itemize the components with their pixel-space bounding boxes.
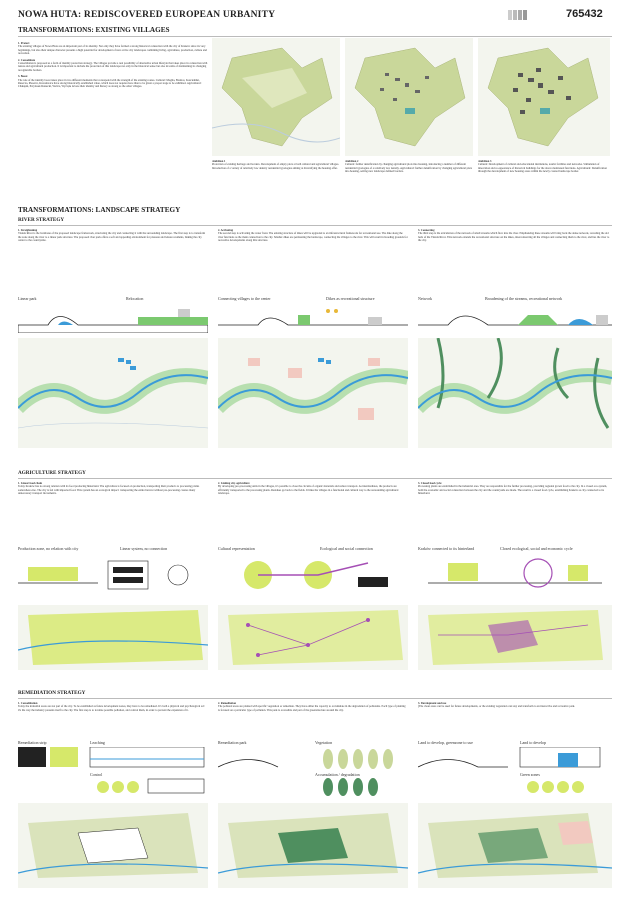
- village-map-2: [345, 38, 473, 156]
- river-label-connecting: Connecting villages to the center: [218, 296, 271, 301]
- remed-label-leaching: Leaching: [90, 740, 105, 745]
- remed-label-control: Control: [90, 772, 103, 777]
- landscape-title: TRANSFORMATIONS: LANDSCAPE STRATEGY: [18, 206, 181, 214]
- river-map-2: [218, 338, 408, 448]
- boost-text: The role of the identity boost takes place in two different moments that correspond with the strength of the existing routes. Cultural: Mogiła, Branice, Kościelniki, Ruszcza, Pleszów, Krzesławice have strong historically established value, which does not require more than to be given a proper stage to be exhibited. Agricultural: Chałupki, Przylasek Rusiecki, Wolica, Wyciąże devote their identity and history as strong as the other villages.: [18, 78, 202, 89]
- ambition-3-head: Ambition 3: [478, 160, 492, 163]
- river-col3-head: 3. Connecting: [418, 229, 435, 232]
- river-label-dikes: Dikes as recreational structure: [326, 296, 375, 301]
- remed-col1-text: Today the industrial areas are not part of the city. To be established as future development zones, they have to be remediated. It's both a physical and psychological act: it's the way the industry presents itself to the city. The first step is to localize possible pollution, and control them, in order to prevent the expansion of it.: [18, 705, 205, 712]
- agri-label-production: Production zone, no relation with city: [18, 546, 79, 551]
- remed-label-park: Remediation park: [218, 740, 247, 745]
- remed-col2-text: The polluted areas are planted with specific vegetation or remediate. They have either the capacity to accumulate in the degradation of pollutants. Each type of planting is focused on a particular type of pollution. This park is accessible and part of the greenstructure around the city.: [218, 705, 406, 712]
- remed-icons-2: [218, 747, 408, 799]
- river-map-3: [418, 338, 612, 448]
- agri-col2-head: 2. Linking city-agriculture: [218, 482, 250, 485]
- remed-col1-head: 1. Consolidation: [18, 702, 38, 705]
- consolidate-head: 2. Consolidate: [18, 58, 35, 62]
- remed-icons-1: [18, 747, 208, 799]
- agri-col2-text: By developing pre-processing units in the villages, it's possible to close the circuits of organic materials and reduce transport. As intermediates, the products are efficiently transported to the processing plants. Residues go back to the fields. It links the villages in a functional and cultural way to the surrounding agricultural landscape.: [218, 485, 399, 496]
- river-label-relocation: Relocation: [126, 296, 144, 301]
- entry-number: 765432: [566, 8, 603, 20]
- logo-mark: [508, 8, 534, 22]
- agri-label-closed: Closed ecological, social and economic cycle: [500, 546, 573, 551]
- agri-diagram-1: [18, 553, 208, 601]
- remed-label-strip: Remediation strip: [18, 740, 47, 745]
- agri-map-1: [18, 605, 208, 670]
- river-label-network: Network: [418, 296, 432, 301]
- agri-map-2: [218, 605, 408, 670]
- protect-text: The existing villages of Nowa Huta are an important part of its identity. Not only they have formed a strong historical connection with the city of Kraków since its very beginnings, but also their unique character presents a high potential for development of new active city landscapes combining living, agriculture, production, culture and recreation.: [18, 45, 207, 56]
- village-map-1: [212, 38, 340, 156]
- river-label-linear-park: Linear park: [18, 296, 37, 301]
- boost-head: 3. Boost: [18, 75, 28, 79]
- agri-col1-head: 1. Linear food chain: [18, 482, 43, 485]
- river-title: RIVER STRATEGY: [18, 217, 65, 223]
- river-label-broadening: Broadening of the streams, recreational network: [485, 296, 563, 301]
- villages-title: TRANSFORMATIONS: EXISTING VILLAGES: [18, 26, 170, 34]
- river-col1-head: 1. Straightening: [18, 229, 38, 232]
- protect-head: 1. Protect: [18, 42, 30, 45]
- ambition-1-text: Protection of existing heritage and borders. Development of empty plots at both cultural and agricultural villages. Introduction of a variety of relatively low density residential typologies aiming at diversifying the housing offer.: [212, 163, 339, 170]
- agri-label-krakow: Kraków connected to its hinterland: [418, 546, 475, 551]
- ambition-2-head: Ambition 2: [345, 160, 359, 163]
- remed-label-land-develop-green: Land to develop, greenzone to use: [418, 740, 473, 745]
- remed-col2-head: 2. Remediation: [218, 702, 237, 705]
- remed-icons-3: [418, 747, 612, 799]
- river-col3-text: The third step is the articulation of the network of small streams which flow into the river. Emphasizing these streams will bring back the dense network, revealing the old beds of the Vistula River. This network extends the recreational structure on the dikes, interconnecting all the villages and connecting them to the river, and has the river to the city.: [418, 232, 610, 243]
- ambition-1-head: Ambition 1: [212, 160, 226, 163]
- remed-col3-text: (The clean areas can be used for future developments, or the existing vegetation can stay and transform to an interactive and recreative park.: [418, 705, 576, 709]
- river-section-2: [218, 303, 408, 333]
- agri-diagram-2: [218, 553, 408, 601]
- remed-label-green-zones: Green zones: [520, 772, 540, 777]
- agri-label-linear: Linear system, no connection: [120, 546, 168, 551]
- agri-map-3: [418, 605, 612, 670]
- remed-map-2: [218, 803, 408, 888]
- consolidate-text: Consolidation is proposed as a form of identity protection strategy. The villages provide a real possibility of alternative urban lifestyle that takes place in connection with nature and agricultural production. It is important to include the protection of this landscape not only in the historical sense but also in terms of maintaining its changing recognizable borders.: [18, 62, 208, 72]
- agri-col1-text: Today Kraków has no strong relation with its food producing hinterland. The agriculture is focused on production, transporting their products to processing plants somewhere else. The city is fed with imported food. This system has an ecological impact: transporting the entire harvest without pre-processing creates many unnecessary transport movements.: [18, 485, 200, 496]
- agri-title: AGRICULTURE STRATEGY: [18, 470, 86, 476]
- agri-label-cultural: Cultural representation: [218, 546, 255, 551]
- remed-label-land-develop: Land to develop: [520, 740, 546, 745]
- ambition-3-text: Cultural: Development of cultural and educational institutions, tourist facilities and networks. Stimulation of innovation and re-appearance of historical buildings for the above mentioned functions. Agricultural: Densification through the development of new housing areas within the newly created landscape border.: [478, 163, 607, 174]
- ambition-2-text: Cultural: further densification by changing agricultural plots into housing, introducing a number of different residential typologies of a relatively low density. Agricultural: further densification by changing agricultural plots into housing, setting new landscape defined borders.: [345, 163, 473, 174]
- river-col1-text: Vistula River is the backbone of the proposed landscape framework, structuring the city and connecting it with the surrounding landscape. The first step is to transform the zone along the river to a linear park structure. The proposed river park offers a soft and appealing environment for pleasure and leisure residents, linking the city center to the countryside.: [18, 232, 206, 243]
- river-col2-head: 2. Activating: [218, 229, 234, 232]
- poster-title: NOWA HUTA: REDISCOVERED EUROPEAN URBANITY: [18, 10, 276, 20]
- river-section-1: [18, 303, 208, 333]
- agri-label-ecological: Ecological and social connection: [320, 546, 373, 551]
- remed-label-accumulation: Accumulation / degradation: [315, 772, 360, 777]
- remed-label-vegetation: Vegetation: [315, 740, 333, 745]
- remed-map-3: [418, 803, 612, 888]
- agri-col3-text: Processing plants are established in the industrial area. They are responsible for the further processing, providing regional grown food to the city. In a closed eco-system, both the economic and social connection between the city and the countryside are made. The result is a closed food cycle, establishing Kraków as city connected to its hinterland.: [418, 485, 608, 496]
- village-map-3: [478, 38, 610, 156]
- river-map-1: [18, 338, 208, 448]
- remed-map-1: [18, 803, 208, 888]
- river-section-3: [418, 303, 612, 333]
- remed-col3-head: 3. Development and use: [418, 702, 447, 705]
- remed-title: REMEDIATION STRATEGY: [18, 690, 86, 696]
- agri-col3-head: 3. Closed food cycle: [418, 482, 442, 485]
- agri-diagram-3: [418, 553, 612, 601]
- river-col2-text: The second step is activating the water front. The existing structure of dikes will be upgraded to an infrastructural framework for recreational use. The dike along the river functions as the main connection to the city. Smaller dikes are permeating the landscape, connecting the villages to the river. This will result in breeding grounds for recreative developments along this structure.: [218, 232, 408, 243]
